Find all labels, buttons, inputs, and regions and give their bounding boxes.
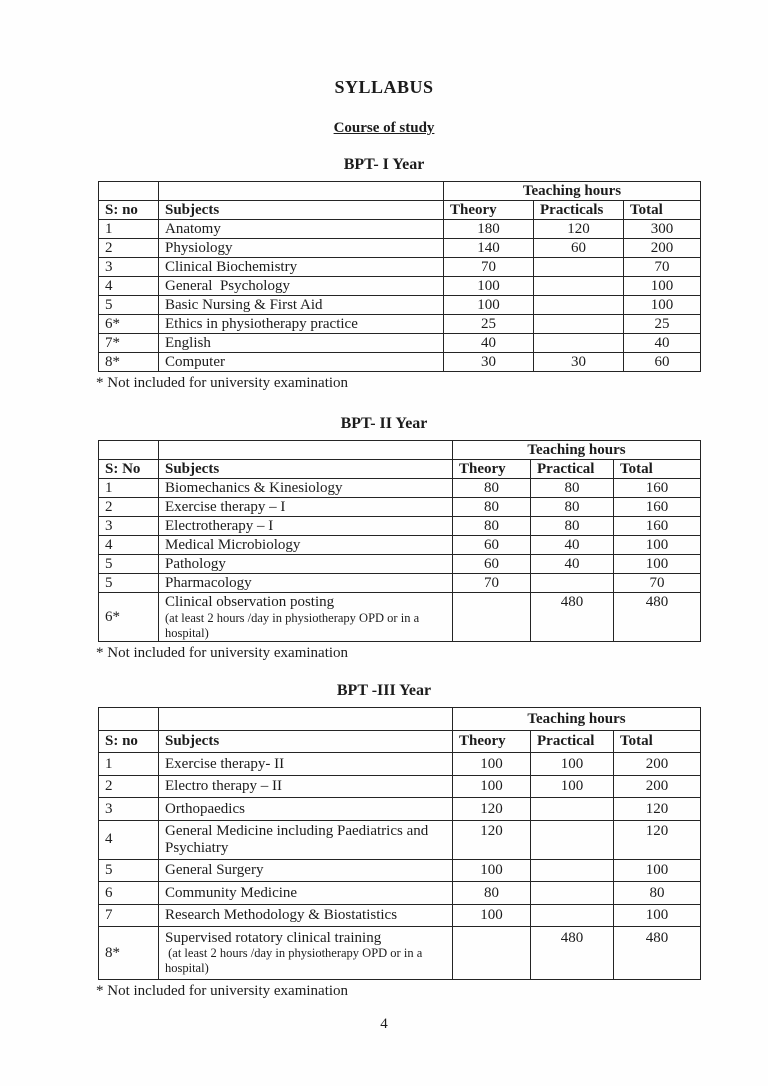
practical-cell: 60 [534,239,624,258]
total-cell: 100 [624,277,701,296]
teaching-hours-row [99,182,701,201]
practical-cell [531,904,614,927]
subject-text: Medical Microbiology [165,536,301,553]
subject-cell [159,315,444,334]
theory-cell: 80 [453,479,531,498]
sno-cell: 5 [99,859,159,882]
practical-cell: 120 [534,220,624,239]
subject-text: Electrotherapy – I [165,517,274,534]
theory-cell: 60 [453,536,531,555]
subject-cell [159,820,453,859]
subject-cell [159,927,453,980]
subject-text: Orthopaedics [165,800,245,817]
column-header: Subjects [159,460,453,479]
sno-cell: 6 [99,882,159,905]
practical-cell: 100 [531,775,614,798]
column-header: Total [614,730,701,753]
total-cell: 80 [614,882,701,905]
sno-cell: 1 [99,479,159,498]
total-cell: 100 [614,904,701,927]
sno-cell: 4 [99,536,159,555]
teaching-hours-header: Teaching hours [453,708,701,731]
subject-text: Exercise therapy- II [165,755,285,772]
subject-text: Research Methodology & Biostatistics [165,907,398,923]
table-row [99,574,701,593]
empty-cell [99,182,159,201]
total-cell: 70 [624,258,701,277]
theory-cell [453,927,531,980]
theory-cell: 25 [444,315,534,334]
subject-cell [159,239,444,258]
subject-text: Exercise therapy – I [165,498,286,515]
course-of-study-heading: Course of study [333,120,435,136]
table-row [99,277,701,296]
practical-cell [534,315,624,334]
subject-text: Pathology [165,555,226,572]
practical-cell: 480 [531,593,614,642]
practical-cell [531,574,614,593]
teaching-hours-row [99,441,701,460]
page-number: 4 [380,1016,388,1032]
sno-cell: 6* [99,593,159,642]
practical-cell [534,277,624,296]
subject-text: Supervised rotatory clinical training [165,929,382,946]
table-row [99,296,701,315]
theory-cell: 70 [444,258,534,277]
column-header: Subjects [159,201,444,220]
sno-cell: 7 [99,904,159,927]
empty-cell [159,708,453,731]
total-cell: 60 [624,353,701,372]
subject-cell [159,593,453,642]
subject-cell [159,498,453,517]
column-header-row [99,201,701,220]
total-cell: 300 [624,220,701,239]
column-header: Practical [531,730,614,753]
table-row [99,927,701,980]
total-cell: 70 [614,574,701,593]
subject-cell [159,277,444,296]
practical-cell [534,334,624,353]
practical-cell: 100 [531,753,614,776]
empty-cell [99,708,159,731]
subject-cell [159,517,453,536]
sno-cell: 8* [99,927,159,980]
theory-cell: 80 [453,517,531,536]
column-header: S: no [99,730,159,753]
teaching-hours-header: Teaching hours [444,182,701,201]
total-cell: 100 [614,536,701,555]
sno-cell: 5 [99,296,159,315]
column-header: Theory [453,730,531,753]
column-header: S: No [99,460,159,479]
syllabus-section [0,681,768,1001]
sno-cell: 4 [99,820,159,859]
subject-cell [159,258,444,277]
subject-text: Anatomy [165,220,221,237]
total-cell: 200 [614,753,701,776]
teaching-hours-row [99,708,701,731]
subject-cell [159,479,453,498]
table-row [99,239,701,258]
page-title: SYLLABUS [334,77,434,97]
table-heading: BPT- I Year [343,156,425,173]
table-row [99,258,701,277]
practical-cell: 40 [531,536,614,555]
footnote: * Not included for university examination [96,375,349,391]
table-row [99,353,701,372]
total-cell: 100 [624,296,701,315]
subject-text: Electro therapy – II [165,778,283,794]
total-cell: 160 [614,498,701,517]
practical-cell: 80 [531,498,614,517]
theory-cell: 80 [453,498,531,517]
practical-cell: 30 [534,353,624,372]
subject-text: General Surgery [165,862,264,878]
subject-text: Clinical Biochemistry [165,258,298,275]
subject-text: Physiology [165,239,233,256]
subject-text: General Psychology [165,277,290,294]
sno-cell: 1 [99,753,159,776]
column-header-row [99,730,701,753]
practical-cell: 80 [531,517,614,536]
subject-cell [159,536,453,555]
practical-cell [534,296,624,315]
table-row [99,882,701,905]
sno-cell: 2 [99,239,159,258]
column-header: Practical [531,460,614,479]
practical-cell [534,258,624,277]
empty-cell [99,441,159,460]
subject-text: English [165,334,211,351]
theory-cell: 40 [444,334,534,353]
footnote: * Not included for university examination [96,645,349,661]
total-cell: 120 [614,798,701,821]
syllabus-section [0,414,768,663]
subject-text: Clinical observation posting [165,593,335,610]
subject-text: Computer [165,353,225,370]
subject-cell [159,220,444,239]
subject-cell [159,859,453,882]
practical-cell [531,882,614,905]
theory-cell: 100 [453,753,531,776]
subject-note-text: (at least 2 hours /day in physiotherapy OPD or in a hospital) [165,946,426,975]
theory-cell: 100 [444,296,534,315]
total-cell: 160 [614,479,701,498]
table-heading: BPT -III Year [336,682,432,699]
table-row [99,859,701,882]
syllabus-table [98,707,701,980]
theory-cell: 30 [444,353,534,372]
syllabus-table [98,440,701,642]
total-cell: 25 [624,315,701,334]
sno-cell: 3 [99,517,159,536]
theory-cell: 100 [453,859,531,882]
table-row [99,536,701,555]
table-row [99,479,701,498]
sno-cell: 1 [99,220,159,239]
subject-text: Pharmacology [165,574,252,591]
total-cell: 200 [614,775,701,798]
total-cell: 40 [624,334,701,353]
column-header: S: no [99,201,159,220]
theory-cell: 80 [453,882,531,905]
column-header: Theory [453,460,531,479]
sno-cell: 7* [99,334,159,353]
theory-cell: 60 [453,555,531,574]
theory-cell: 70 [453,574,531,593]
table-heading: BPT- II Year [340,415,428,432]
table-row [99,334,701,353]
subject-cell [159,904,453,927]
theory-cell [453,593,531,642]
theory-cell: 140 [444,239,534,258]
subject-text: General Medicine including Paediatrics and Psychiatry [165,823,432,856]
sno-cell: 8* [99,353,159,372]
subject-text: Biomechanics & Kinesiology [165,479,343,496]
subject-cell [159,334,444,353]
sno-cell: 2 [99,498,159,517]
table-row [99,775,701,798]
empty-cell [159,182,444,201]
column-header: Theory [444,201,534,220]
table-row [99,753,701,776]
theory-cell: 100 [444,277,534,296]
sno-cell: 3 [99,258,159,277]
sno-cell: 6* [99,315,159,334]
subject-cell [159,753,453,776]
total-cell: 160 [614,517,701,536]
teaching-hours-header: Teaching hours [453,441,701,460]
table-row [99,798,701,821]
practical-cell [531,798,614,821]
footnote: * Not included for university examination [96,982,349,999]
empty-cell [159,441,453,460]
table-row [99,820,701,859]
subject-text: Basic Nursing & First Aid [165,296,323,313]
column-header: Total [614,460,701,479]
total-cell: 480 [614,927,701,980]
total-cell: 100 [614,555,701,574]
theory-cell: 100 [453,904,531,927]
sno-cell: 2 [99,775,159,798]
practical-cell: 40 [531,555,614,574]
column-header: Subjects [159,730,453,753]
column-header: Practicals [534,201,624,220]
subject-note-text: (at least 2 hours /day in physiotherapy OPD or in a hospital) [165,610,423,640]
subject-cell [159,353,444,372]
column-header-row [99,460,701,479]
total-cell: 200 [624,239,701,258]
table-row [99,315,701,334]
theory-cell: 180 [444,220,534,239]
subject-text: Ethics in physiotherapy practice [165,315,358,332]
subject-text: Community Medicine [165,884,298,901]
subject-cell [159,882,453,905]
practical-cell: 80 [531,479,614,498]
theory-cell: 120 [453,798,531,821]
table-row [99,498,701,517]
subject-cell [159,296,444,315]
table-row [99,593,701,642]
syllabus-section [0,155,768,393]
theory-cell: 120 [453,820,531,859]
sno-cell: 5 [99,555,159,574]
table-row [99,555,701,574]
subject-cell [159,555,453,574]
theory-cell: 100 [453,775,531,798]
total-cell: 120 [614,820,701,859]
sno-cell: 3 [99,798,159,821]
total-cell: 480 [614,593,701,642]
tables-container [0,155,768,1001]
total-cell: 100 [614,859,701,882]
practical-cell [531,820,614,859]
subject-cell [159,574,453,593]
table-row [99,904,701,927]
practical-cell [531,859,614,882]
practical-cell: 480 [531,927,614,980]
column-header: Total [624,201,701,220]
sno-cell: 4 [99,277,159,296]
table-row [99,220,701,239]
subject-cell [159,798,453,821]
syllabus-table [98,181,701,372]
sno-cell: 5 [99,574,159,593]
table-row [99,517,701,536]
subject-cell [159,775,453,798]
